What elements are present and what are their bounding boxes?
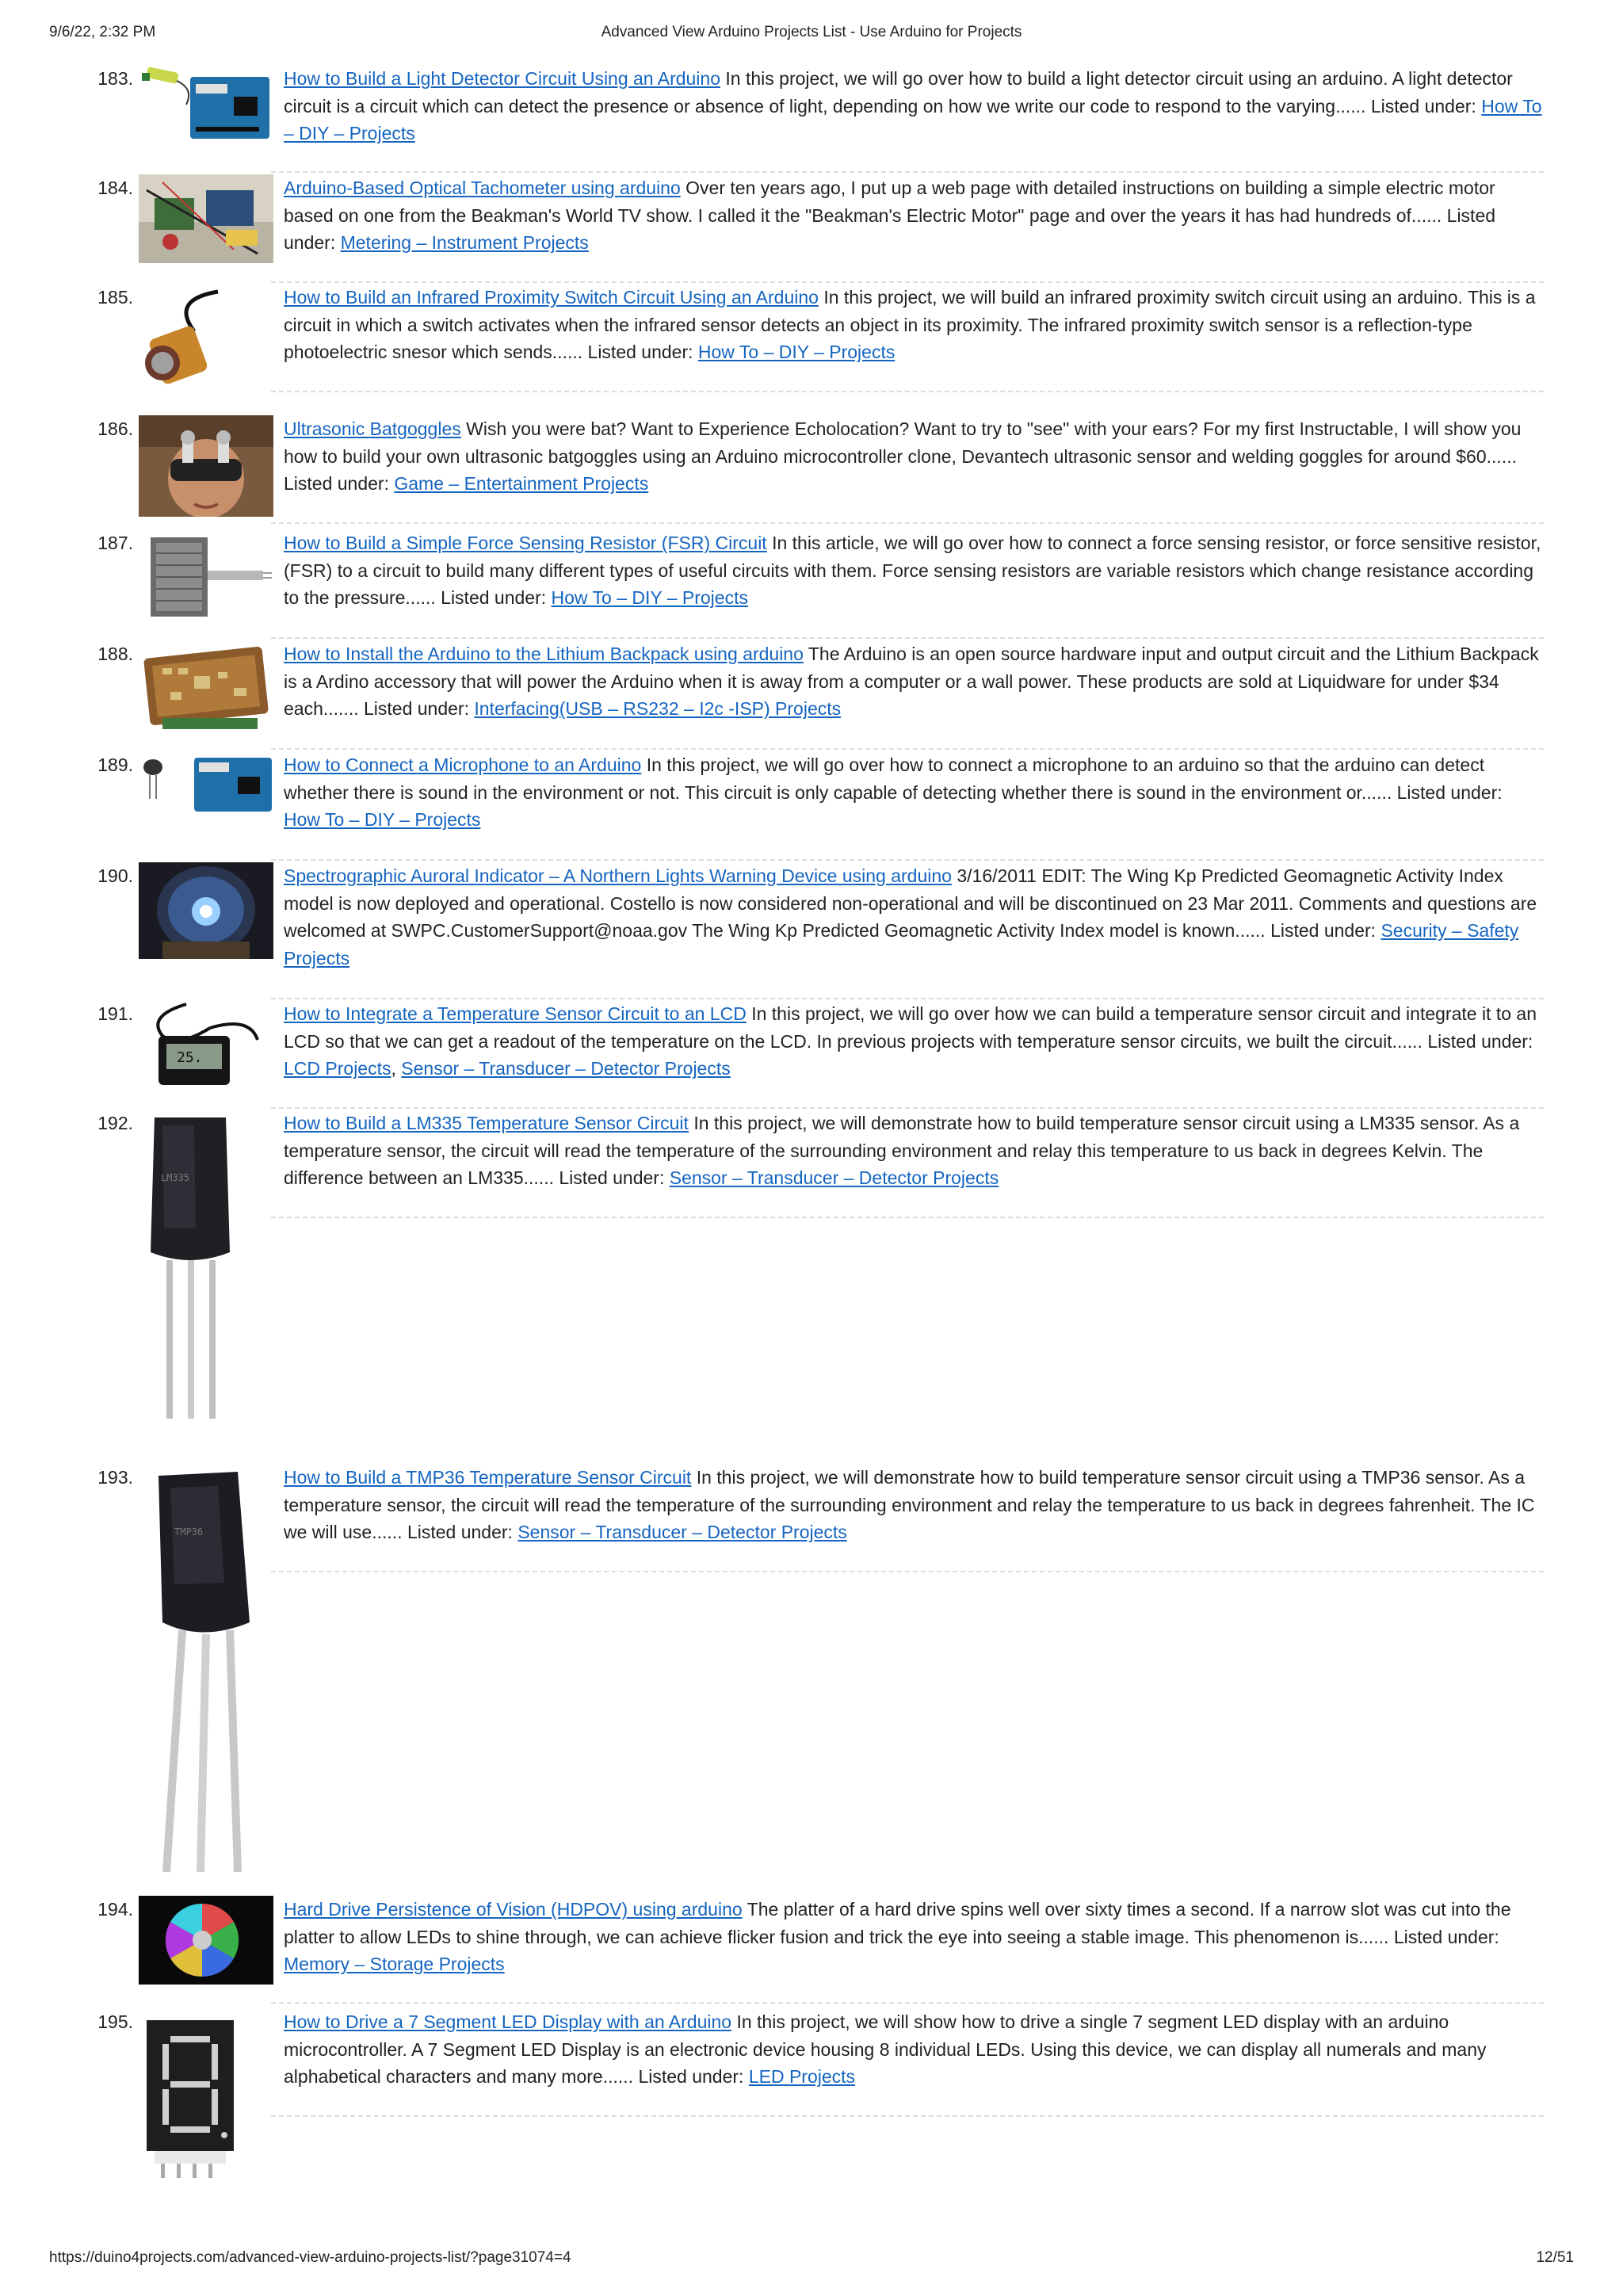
infrared-proximity-sensor-thumbnail[interactable] (139, 284, 273, 387)
category-link[interactable]: LED Projects (748, 2066, 856, 2087)
list-item (79, 529, 1544, 628)
print-footer (49, 2249, 1574, 2276)
category-link[interactable]: How To – DIY – Projects (284, 95, 1542, 143)
entry-summary: The Arduino is an open source hardware input and output circuit and the Lithium Backpack is a Ardino accessory that will power the Arduino when it is away from a computer or a wall power. These products are sold at Liquidware for under $34 each....... (284, 644, 1539, 719)
entry-divider (271, 2002, 1544, 2004)
item-number: 187. (97, 533, 133, 553)
category-link[interactable]: Sensor – Transducer – Detector Projects (669, 1167, 999, 1188)
entry-description (284, 862, 1544, 972)
category-link[interactable]: How To – DIY – Projects (551, 587, 748, 608)
svg-text:TMP36: TMP36 (174, 1526, 204, 1538)
entry-summary: In this project, we will go over how to build a light detector circuit using an arduino. A light detector circuit is a circuit which can detect the presence or absence of light, depending on how we write our code to respond to the varying...... (284, 68, 1513, 117)
page-url: https://duino4projects.com/advanced-view-arduino-projects-list/?page31074=4 (49, 2249, 571, 2266)
category-link[interactable]: LCD Projects (284, 1058, 391, 1079)
entry-divider (271, 1107, 1544, 1109)
project-link[interactable]: How to Integrate a Temperature Sensor Circuit to an LCD (284, 1003, 747, 1024)
item-number: 193. (97, 1467, 133, 1488)
listed-under-label: Listed under: (1427, 1030, 1533, 1052)
item-number: 183. (97, 68, 133, 89)
entry-description (284, 284, 1544, 366)
entry-description (284, 1464, 1544, 1546)
project-link[interactable]: Spectrographic Auroral Indicator – A Northern Lights Warning Device using arduino (284, 865, 952, 886)
item-number: 186. (97, 418, 133, 439)
list-item (79, 174, 1544, 266)
category-link[interactable]: Metering – Instrument Projects (340, 232, 589, 253)
listed-under-label: Listed under: (559, 1167, 665, 1188)
list-item (79, 1000, 1544, 1099)
entry-description (284, 1000, 1544, 1083)
item-number: 195. (97, 2011, 133, 2032)
entry-divider (271, 1571, 1544, 1572)
category-link[interactable]: Security – Safety Projects (284, 920, 1519, 968)
entry-divider (271, 998, 1544, 999)
entry-divider (271, 391, 1544, 392)
listed-under-label: Listed under: (1270, 920, 1377, 941)
category-separator: , (391, 1058, 402, 1079)
entry-divider (271, 748, 1544, 750)
entry-description (284, 640, 1544, 723)
entry-description (284, 415, 1544, 498)
list-item (79, 415, 1544, 518)
ultrasonic-batgoggles-thumbnail[interactable] (139, 415, 273, 517)
list-item (79, 65, 1544, 152)
entry-summary: In this project, we will demonstrate how to build temperature sensor circuit using a LM335 sensor. As a temperature sensor, the circuit will read the temperature of the surrounding environment and relay this temperature to us back in degrees Kelvin. The difference between an LM335...... (284, 1113, 1520, 1188)
listed-under-label: Listed under: (441, 587, 547, 608)
entry-divider (271, 2115, 1544, 2117)
listed-under-label: Listed under: (1396, 781, 1503, 803)
listed-under-label: Listed under: (284, 473, 389, 494)
entry-summary: Over ten years ago, I put up a web page with detailed instructions on building a simple electric motor based on one from the Beakman's World TV show. I called it the "Beakman's Electric Motor" page and over the years it has had hundreds of...... (284, 178, 1495, 226)
entry-description (284, 174, 1544, 257)
project-link[interactable]: How to Build a TMP36 Temperature Sensor Circuit (284, 1467, 692, 1488)
light-detector-thumbnail[interactable] (139, 65, 273, 144)
category-link[interactable]: Sensor – Transducer – Detector Projects (401, 1058, 731, 1079)
item-number: 194. (97, 1899, 133, 1920)
entry-divider (271, 281, 1544, 283)
listed-under-label: Listed under: (284, 204, 1496, 253)
optical-tachometer-thumbnail[interactable] (139, 174, 273, 263)
list-item (79, 2008, 1544, 2183)
lithium-backpack-thumbnail[interactable] (139, 640, 273, 735)
tmp36-sensor-thumbnail[interactable] (139, 1464, 273, 1876)
entry-divider (271, 1217, 1544, 1218)
item-number: 189. (97, 755, 133, 775)
hard-drive-pov-thumbnail[interactable] (139, 1896, 273, 1985)
listed-under-label: Listed under: (407, 1522, 513, 1542)
microphone-arduino-thumbnail[interactable] (139, 751, 273, 815)
entry-description (284, 751, 1544, 834)
category-link[interactable]: How To – DIY – Projects (697, 342, 896, 362)
list-item (79, 751, 1544, 854)
auroral-indicator-thumbnail[interactable] (139, 862, 273, 959)
entry-summary: In this project, we will go over how we can build a temperature sensor circuit and integrate it to an LCD so that we can get a readout of the temperature on the LCD. In previous projects with temperature sensor circuits, we built the circuit...... (284, 1003, 1537, 1052)
seven-segment-display-thumbnail[interactable] (139, 2008, 273, 2183)
entry-summary: In this article, we will go over how to connect a force sensing resistor, or force sensitive resistor, (FSR) to a circuit to build many different types of useful circuits with them. Force sensing resistors are variable resistors which change resistance according to the pressure...... (284, 533, 1541, 608)
project-link[interactable]: How to Connect a Microphone to an Arduino (284, 755, 642, 775)
item-number: 185. (97, 287, 133, 308)
item-number: 192. (97, 1113, 133, 1133)
list-item (79, 1896, 1544, 1991)
category-link[interactable]: How To – DIY – Projects (284, 809, 481, 830)
listed-under-label: Listed under: (587, 342, 693, 362)
item-number: 191. (97, 1003, 133, 1024)
entry-divider (271, 859, 1544, 861)
force-sensing-resistor-thumbnail[interactable] (139, 529, 273, 625)
entry-description (284, 529, 1544, 612)
entry-divider (271, 637, 1544, 639)
svg-text:25.: 25. (177, 1049, 203, 1066)
svg-text:LM335: LM335 (161, 1172, 190, 1183)
list-item (79, 862, 1544, 993)
item-number: 188. (97, 644, 133, 664)
project-link[interactable]: How to Build a Light Detector Circuit Using an Arduino (284, 68, 721, 89)
print-date: 9/6/22, 2:32 PM (49, 24, 156, 40)
entry-divider (271, 171, 1544, 173)
listed-under-label: Listed under: (1370, 95, 1476, 117)
entry-summary: In this project, we will build an infrared proximity switch circuit using an arduino. This is a circuit in which a switch activates when the infrared sensor detects an object in its proximity. The infrared proximity switch sensor is a reflection-type photoelectric snesor which sends...... (284, 287, 1536, 362)
category-link[interactable]: Interfacing(USB – RS232 – I2c -ISP) Projects (474, 698, 842, 719)
entry-description (284, 1896, 1544, 1978)
project-link[interactable]: How to Build a LM335 Temperature Sensor Circuit (284, 1113, 689, 1133)
listed-under-label: Listed under: (364, 698, 469, 719)
list-item (79, 640, 1544, 743)
entry-summary: The platter of a hard drive spins well over sixty times a second. If a narrow slot was cut into the platter to allow LEDs to shine through, we can achieve flicker fusion and trick the eye into seeing a stable image. This phenomenon is...... (284, 1899, 1511, 1947)
category-link[interactable]: Game – Entertainment Projects (394, 473, 649, 494)
list-item (79, 1464, 1544, 1876)
item-number: 190. (97, 865, 133, 886)
list-item (79, 1110, 1544, 1427)
page-title: Advanced View Arduino Projects List - Use Arduino for Projects (601, 24, 1022, 40)
entry-divider (271, 522, 1544, 524)
item-number: 184. (97, 178, 133, 198)
project-link[interactable]: How to Build an Infrared Proximity Switch Circuit Using an Arduino (284, 287, 819, 308)
project-link[interactable]: How to Drive a 7 Segment LED Display with an Arduino (284, 2011, 732, 2032)
project-link[interactable]: How to Build a Simple Force Sensing Resistor (FSR) Circuit (284, 533, 767, 553)
category-link[interactable]: Memory – Storage Projects (284, 1954, 505, 1974)
lm335-sensor-thumbnail[interactable] (139, 1110, 273, 1427)
listed-under-label: Listed under: (638, 2066, 744, 2087)
project-link[interactable]: Arduino-Based Optical Tachometer using arduino (284, 178, 681, 198)
temperature-lcd-thumbnail[interactable] (139, 1000, 273, 1091)
entry-summary: 3/16/2011 EDIT: The Wing Kp Predicted Geomagnetic Activity Index model is now deployed and operational. Costello is now considered non-operational and will be discontinued on 23 Mar 2011. Comments and questions are welcomed at SWPC.CustomerSupport@noaa.gov The Wing Kp Predicted Geomagnetic Activity Index model is known...... (284, 865, 1537, 941)
entry-summary: In this project, we will go over how to connect a microphone to an arduino so that the arduino can detect whether there is sound in the environment or not. This circuit is only capable of detecting whether there is sound in the environment or...... (284, 755, 1485, 803)
list-item (79, 284, 1544, 387)
entry-description (284, 65, 1544, 147)
entry-description (284, 2008, 1544, 2091)
project-link[interactable]: Hard Drive Persistence of Vision (HDPOV) using arduino (284, 1899, 743, 1920)
project-link[interactable]: Ultrasonic Batgoggles (284, 418, 461, 439)
entry-summary: In this project, we will show how to drive a single 7 segment LED display with an arduino microcontroller. A 7 Segment LED Display is an electronic device housing 8 individual LEDs. Using this device, we can display all numerals and many alphabetical characters and many more...... (284, 2011, 1487, 2087)
print-header (49, 24, 1574, 51)
category-link[interactable]: Sensor – Transducer – Detector Projects (517, 1522, 847, 1542)
listed-under-label: Listed under: (1393, 1926, 1499, 1947)
entry-description (284, 1110, 1544, 1192)
entry-summary: Wish you were bat? Want to Experience Echolocation? Want to try to "see" with your ears? For my first Instructable, I will show you how to build your own ultrasonic batgoggles using an Arduino microcontroller clone, Devantech ultrasonic sensor and welding goggles for around $60...... (284, 418, 1522, 467)
entry-summary: In this project, we will demonstrate how to build temperature sensor circuit using a TMP36 sensor. As a temperature sensor, the circuit will read the temperature of the surrounding environment and relay the temperature to us back in degrees fahrenheit. The IC we will use...... (284, 1467, 1535, 1542)
page-number: 12/51 (1536, 2249, 1574, 2266)
project-link[interactable]: How to Install the Arduino to the Lithium Backpack using arduino (284, 644, 804, 664)
